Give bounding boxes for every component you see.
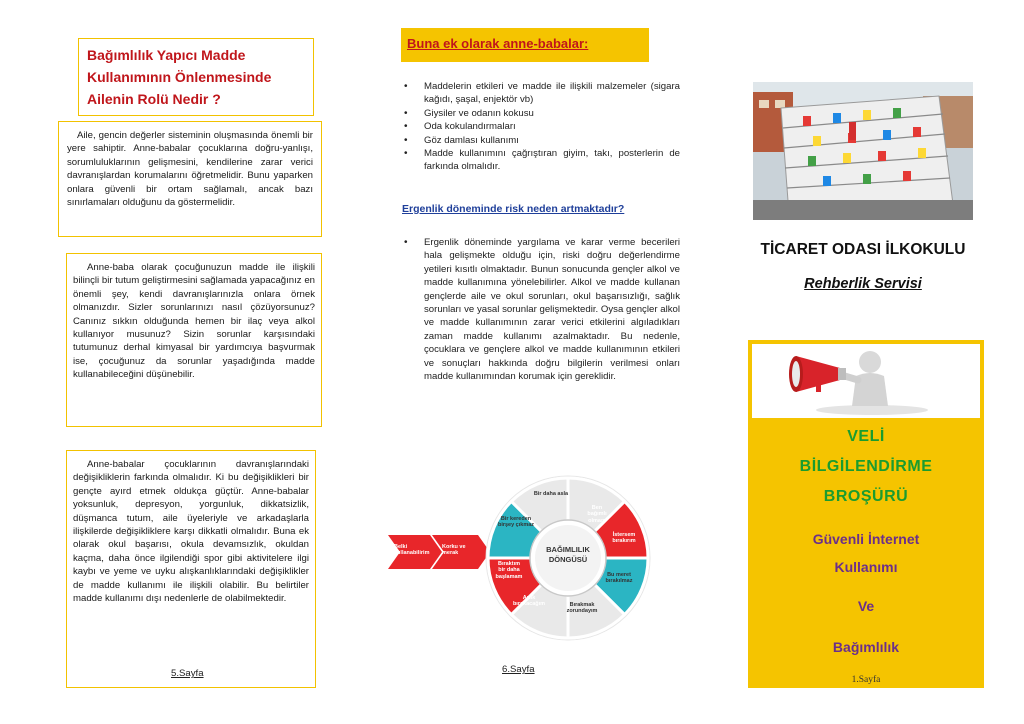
school-name: TİCARET ODASI İLKOKULU [760, 241, 966, 258]
cycle-label: Bir kereden birşey çıkmaz [497, 516, 535, 529]
cover-panel [748, 340, 984, 688]
school-building-photo [753, 82, 973, 220]
page-number-6: 6.Sayfa [502, 664, 535, 675]
cover-title-line-2: BİLGİLENDİRME [799, 458, 933, 475]
list-item: • Madde kullanımını çağrıştıran giyim, takı, posterlerin de farkında olmalıdır. [424, 147, 680, 174]
cycle-label: Bırakmak zorundayım [566, 602, 598, 615]
arrow-label-1: Belki kullanabilirim [394, 544, 430, 557]
cycle-label: Bir daha asla [533, 491, 569, 497]
cycle-center-label: BAĞIMLILIK DÖNGÜSÜ [546, 545, 590, 564]
list-item: • Maddelerin etkileri ve madde ile ilişkili malzemeler (sigara kağıdı, şaşal, enjektör vb) [424, 80, 680, 107]
cover-title-line-1: VELİ [847, 428, 885, 445]
paragraph-box-3 [66, 450, 316, 688]
cycle-label: İstersem bırakırım [612, 532, 636, 545]
guidance-service: Rehberlik Servisi [804, 276, 922, 292]
left-paragraph-3: Anne-babalar çocuklarının davranışlarındaki değişikliklerin farkında olmalıdır. Ki bu değişiklikleri bir gençte ayırd etmek oldukça güçtür. Anne-babalar yoksunluk, depresyon, yorgunluk, dikkatsizlik, düşmanca tutum, aile üyeleriyle ve arkadaşlarla ilişkilerde değişikliklere karşı dikkatli olmalıdır. Buna ek olarak okul başarısı, okula devamsızlık, okuldan kaçma, daha önce ilgilendiği spor gibi aktivitelere ilgi kaybı ve yeme ve uyku alışkanlıklarındaki değişiklikler de madde kullanımı ile ilişkili olabilir. Bu belirtiler madde kullanımı dışı nedenlerle de olabilmektedir. [73, 459, 309, 605]
left-paragraph-1: Aile, gencin değerler sisteminin oluşmasında önemli bir yere sahiptir. Anne-babalar çocuklarına doğru-yanlışı, sorumluluklarının gelişmesini, kendilerine zarar verici davranışlardan korumalarını öğretmelidir. Bunu yaparken onlara güvenli bir ortam sağlamalı, ancak bazı sınırlamaları olduğunu da göstermelidir. [67, 130, 313, 209]
paragraph-box-1 [58, 121, 322, 237]
list-item: • Oda kokulandırmaları [424, 120, 680, 133]
middle-heading-bar [401, 28, 649, 62]
megaphone-figure-illustration [752, 344, 980, 418]
cycle-label: Artık bırakacağım [512, 595, 546, 608]
paragraph-box-2 [66, 253, 322, 427]
list-item: • Göz damlası kullanımı [424, 134, 680, 147]
parent-checklist [402, 80, 680, 174]
cycle-label: Bu meret bırakılmaz [605, 572, 633, 585]
addiction-cycle-diagram [380, 465, 670, 655]
topic-line-3: Bağımlılık [832, 639, 900, 655]
left-paragraph-2: Anne-baba olarak çocuğunuzun madde ile ilişkili bilinçli bir tutum geliştirmesini sağlamada yapacağınız en önemli şey, kendi davranışlarınızla onlara örnek olmanızdır. Sizler sorunlarınızı nasıl çözüyorsunuz? Canınız sıkkın olduğunda hemen bir ilaç veya alkol kullanıyor musunuz? Sizin sorunlar karşısındaki tutumunuz derhal kimyasal bir yardımcıya başvurmak ise, çocuğunuz da sorunlar yaşadığında madde kullanabileceğini düşünebilir. [73, 262, 315, 381]
adolescence-list [402, 236, 680, 383]
list-item: • Ergenlik döneminde yargılama ve karar verme becerileri hala gelişmekte olduğu için, riski doğru değerlendirme yetileri kısıtlı olmaktadır. Bunun sonucunda gençler alkol ve madde kullanımına yönelebilirler. Alkol ve madde kullanan gençlerde aile ve okul sorunları, okul başarısızlığı, sağlık sorunları ve yasal sorunlar gelişmektedir. Oysa gençler alkol ve madde kullanımının zarar verici etkilerini algıladıkları zaman madde kullanımı azalmaktadır. Bu nedenle, çocuklara ve gençlere alkol ve madde kullanımının etkileri ve sonuçları hakkında doğru bilgilerin verilmesi onları madde kullanımından korumak için gereklidir. [424, 236, 680, 383]
topic-line-2: Kullanımı [834, 559, 898, 575]
topic-and: Ve [857, 598, 875, 614]
middle-heading: Buna ek olarak anne-babalar: [407, 36, 589, 51]
page-number-1: 1.Sayfa [851, 675, 881, 685]
arrow-label-2: Korku ve merak [442, 544, 466, 557]
left-title: Bağımlılık Yapıcı Madde Kullanımının Önlenmesinde Ailenin Rolü Nedir ? [87, 47, 272, 107]
page-number-5: 5.Sayfa [171, 668, 204, 679]
cover-title-line-3: BROŞÜRÜ [823, 488, 909, 505]
topic-line-1: Güvenli İnternet [812, 531, 920, 547]
middle-subheading: Ergenlik döneminde risk neden artmaktadır? [402, 203, 625, 215]
cycle-label: Ben bağımlı olmam [587, 505, 607, 524]
cycle-label: Bıraktım bir daha başlamam [495, 561, 523, 580]
list-item: • Giysiler ve odanın kokusu [424, 107, 680, 120]
title-box [78, 38, 314, 116]
